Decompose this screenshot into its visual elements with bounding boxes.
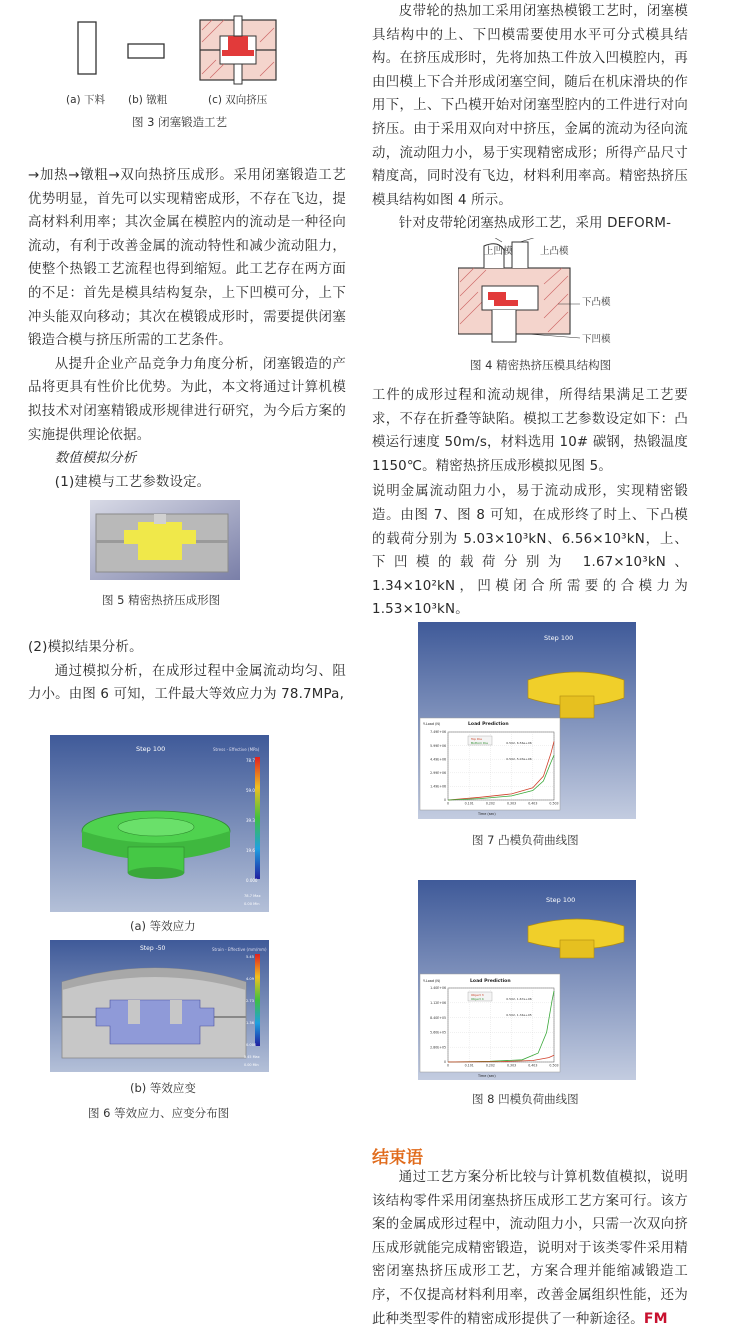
conclusion-block bbox=[372, 1166, 688, 1331]
figure-8-y-label: Y-Load (N) bbox=[423, 979, 441, 983]
figure-8-y-tick: 5.60E+05 bbox=[430, 1030, 446, 1035]
figure-7-y-tick: 5.99E+06 bbox=[430, 743, 446, 748]
figure-7-plot-area bbox=[448, 732, 554, 800]
figure-7-plot-title: Load Prediction bbox=[468, 722, 509, 727]
figure-6a-caption: (a) 等效应力 bbox=[130, 919, 196, 933]
figure-6b-step: Step -50 bbox=[140, 945, 166, 952]
fm-logo: FM bbox=[643, 1310, 668, 1327]
figure-6a-max: 78.7 Max bbox=[244, 894, 261, 898]
figure-6b-legend-1: 4.09 bbox=[246, 977, 255, 981]
conclusion-paragraph bbox=[372, 1166, 688, 1331]
figure-8-plot-title: Load Prediction bbox=[470, 979, 511, 984]
figure-8-caption: 图 8 凹模负荷曲线图 bbox=[472, 1092, 579, 1106]
figure-7-annotation-0: 0.502, 6.56e+06 bbox=[506, 741, 532, 745]
figure-5-drawing bbox=[90, 500, 240, 580]
figure-3-label-c: (c) 双向挤压 bbox=[208, 94, 268, 106]
figure-7-x-tick: 0 bbox=[446, 801, 450, 806]
conclusion-heading: 结束语 bbox=[372, 1148, 423, 1168]
figure-7-step: Step 100 bbox=[544, 634, 574, 642]
figure-6a bbox=[50, 735, 269, 912]
figure-7-y-tick: 4.49E+06 bbox=[430, 757, 446, 762]
left-paragraph-2: 从提升企业产品竞争力角度分析，闭塞锻造的产品将更具有性价比优势。为此，本文将通过计算机模拟技术对闭塞精锻成形规律进行研究，为今后方案的实施提供理论依据。 bbox=[28, 356, 346, 443]
left-paragraph-3: 通过模拟分析，在成形过程中金属流动均匀、阻力小。由图 6 可知，工件最大等效应力为 78.7MPa, bbox=[28, 663, 346, 703]
figure-8-x-tick: 0.503 bbox=[549, 1063, 559, 1068]
figure-6a-legend-title: Stress - Effective (MPa) bbox=[213, 747, 260, 752]
figure-7-y-tick: 1.49E+06 bbox=[430, 784, 446, 789]
figure-8-y-tick: 8.40E+05 bbox=[430, 1015, 446, 1020]
figure-7-drawing bbox=[418, 622, 636, 819]
figure-7-x-tick: 0.202 bbox=[485, 801, 495, 806]
figure-8-x-tick: 0.202 bbox=[485, 1063, 495, 1068]
figure-8-x-tick: 0 bbox=[446, 1063, 450, 1068]
figure-8-x-label: Time (sec) bbox=[478, 1074, 496, 1078]
figure-6-caption: 图 6 等效应力、应变分布图 bbox=[88, 1106, 230, 1120]
figure-7-x-tick: 0.101 bbox=[464, 801, 474, 806]
figure-7-y-label: Y-Load (N) bbox=[423, 722, 441, 726]
figure-6a-min: 0.00 Min bbox=[244, 902, 260, 906]
figure-7-x-tick: 0.503 bbox=[549, 801, 559, 806]
figure-8-y-tick: 2.80E+05 bbox=[430, 1045, 446, 1050]
figure-6b-max: 5.45 Max bbox=[244, 1055, 260, 1059]
figure-6a-legend-1: 59.0 bbox=[246, 788, 255, 793]
figure-7-legend-1: Bottom Die bbox=[471, 741, 488, 745]
left-column-mid bbox=[28, 636, 346, 707]
right-paragraph-2: 针对皮带轮闭塞热成形工艺，采用 DEFORM- bbox=[398, 216, 672, 232]
figure-7-y-tick: 0 bbox=[443, 798, 446, 803]
figure-8-legend-1: Object 4 bbox=[471, 997, 484, 1001]
figure-6b-legend-title: Strain - Effective (mm/mm) bbox=[212, 947, 267, 952]
right-paragraph-3: 工件的成形过程和流动规律，所得结果满足工艺要求，不存在折叠等缺陷。模拟工艺参数设定如下：凸模运行速度 50m/s，材料选用 10# 碳钢，热锻温度 1150℃。精密热挤压成形模拟见图 5。 bbox=[372, 388, 688, 474]
step-2-label: (2)模拟结果分析。 bbox=[28, 640, 143, 655]
step-1-label: (1)建模与工艺参数设定。 bbox=[54, 474, 211, 490]
figure-7-caption: 图 7 凸模负荷曲线图 bbox=[472, 833, 579, 847]
right-paragraph-4: 说明金属流动阻力小，易于流动成形，实现精密锻造。由图 7、图 8 可知，在成形终了时上、下凸模的载荷分别为 5.03×10³kN、6.56×10³kN，上、下凹模的载荷分别为 1.67×10³kN、1.34×10²kN，凹模闭合所需要的合模力为 1.53×10³kN。 bbox=[372, 484, 688, 618]
figure-7 bbox=[418, 622, 636, 819]
figure-8-y-tick: 1.12E+06 bbox=[430, 1001, 446, 1005]
figure-6b-caption: (b) 等效应变 bbox=[130, 1081, 196, 1095]
figure-4-label-upper-die: 上凹模 bbox=[484, 246, 513, 257]
figure-8-step: Step 100 bbox=[546, 896, 576, 904]
figure-3-label-b: (b) 镦粗 bbox=[128, 94, 168, 106]
figure-7-x-tick: 0.303 bbox=[507, 801, 517, 806]
figure-7-annotation-1: 0.502, 5.03e+06 bbox=[506, 757, 532, 761]
left-paragraph-1: →加热→镦粗→双向热挤压成形。采用闭塞锻造工艺优势明显，首先可以实现精密成形，不存在飞边，提高材料利用率；其次金属在模腔内的流动是一种径向流动，有利于改善金属的流动特性和减少流动阻力，使整个热锻工艺流程也得到缩短。此工艺存在两方面的不足：首先是模具结构复杂，上下凹模可分，上下冲头能双向移动；其次在模锻成形时，需要提供闭塞锻造合模与挤压所需的工艺条件。 bbox=[28, 168, 346, 349]
figure-8-plot-area bbox=[448, 988, 554, 1062]
conclusion-text: 通过工艺方案分析比较与计算机数值模拟，说明该结构零件采用闭塞热挤压成形工艺方案可行。该方案的金属成形过程中，流动阻力小，只需一次双向挤压成形就能完成精密锻造，说明对于该类零件采用精密闭塞热挤压成形工艺，方案合理并能缩减锻造工序，不仅提高材料利用率，改善金属组织性能，还为此种类型零件的精密成形提供了一种新途径。 bbox=[372, 1170, 688, 1327]
figure-7-y-tick: 2.99E+06 bbox=[430, 771, 446, 775]
figure-6a-drawing bbox=[50, 735, 269, 912]
figure-6b-legend-4: 0.000 bbox=[246, 1043, 257, 1047]
figure-7-legend-0: Top Die bbox=[471, 737, 483, 741]
figure-6a-legend-2: 39.3 bbox=[246, 818, 255, 823]
figure-6b-legend-2: 2.73 bbox=[246, 999, 255, 1003]
figure-8-drawing bbox=[418, 880, 636, 1080]
figure-7-y-tick: 7.49E+06 bbox=[430, 730, 446, 735]
figure-7-x-label: Time (sec) bbox=[478, 812, 496, 816]
figure-6a-legend-4: 0.000 bbox=[246, 878, 258, 883]
right-paragraph-1: 皮带轮的热加工采用闭塞热模锻工艺时，闭塞模具结构中的上、下凹模需要使用水平可分式模具结构。在挤压成形时，先将加热工件放入凹模腔内，再由凹模上下合并形成闭塞空间，随后在机床滑块的作用下，上、下凸模开始对闭塞型腔内的工件进行对向挤压。由于采用双向对中挤压，金属的流动为径向流动，流动阻力小，易于实现精密成形；所得产品尺寸精度高，同时没有飞边，材料利用率高。精密热挤压模具结构如图 4 所示。 bbox=[372, 4, 688, 208]
figure-3-label-a: (a) 下料 bbox=[66, 94, 105, 106]
left-column-top bbox=[28, 164, 346, 494]
figure-4-caption: 图 4 精密热挤压模具结构图 bbox=[470, 358, 612, 372]
section-heading: 数值模拟分析 bbox=[54, 451, 137, 467]
figure-8-x-tick: 0.403 bbox=[528, 1063, 538, 1068]
figure-4-label-lower-die: 下凹模 bbox=[582, 334, 611, 345]
figure-6b-drawing bbox=[50, 940, 269, 1072]
figure-5-caption: 图 5 精密热挤压成形图 bbox=[102, 593, 221, 607]
figure-5 bbox=[90, 500, 240, 580]
figure-3-caption: 图 3 闭塞锻造工艺 bbox=[132, 115, 228, 129]
figure-6b-legend-0: 5.45 bbox=[246, 955, 255, 959]
figure-3-drawing bbox=[60, 14, 320, 94]
figure-6a-step: Step 100 bbox=[136, 745, 166, 753]
figure-8-annotation-0: 0.502, 1.67e+06 bbox=[506, 997, 532, 1001]
figure-7-x-tick: 0.403 bbox=[528, 801, 538, 806]
right-column-mid bbox=[372, 384, 688, 622]
figure-8 bbox=[418, 880, 636, 1080]
figure-3 bbox=[60, 14, 320, 94]
figure-8-legend-0: Object 3 bbox=[471, 993, 484, 997]
figure-8-y-tick: 1.40E+06 bbox=[430, 986, 446, 991]
figure-6a-legend-0: 78.7 bbox=[246, 758, 255, 763]
figure-6b bbox=[50, 940, 269, 1072]
figure-6a-legend-3: 19.6 bbox=[246, 848, 255, 853]
figure-8-x-tick: 0.101 bbox=[464, 1063, 474, 1068]
figure-6b-legend-3: 1.36 bbox=[246, 1021, 255, 1025]
figure-4-label-lower-punch: 下凸模 bbox=[582, 297, 611, 308]
figure-8-y-tick: 0 bbox=[443, 1060, 446, 1065]
figure-6b-min: 0.00 Min bbox=[244, 1063, 259, 1067]
figure-8-annotation-1: 0.502, 1.34e+05 bbox=[506, 1013, 532, 1017]
figure-4-label-upper-punch: 上凸模 bbox=[540, 246, 569, 257]
figure-8-x-tick: 0.303 bbox=[507, 1063, 517, 1068]
right-column-top bbox=[372, 0, 688, 236]
